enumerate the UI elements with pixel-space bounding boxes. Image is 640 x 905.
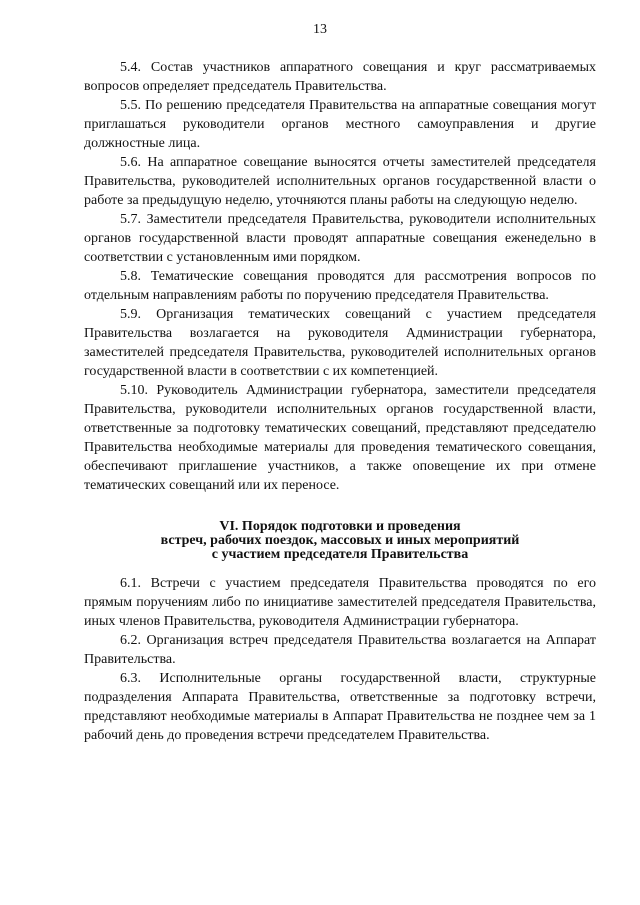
- paragraph-5-9: 5.9. Организация тематических совещаний с участием председателя Правительства возлагается на руководителя Администрации губернатора, заместителей председателя Правительства, руководителей исполнительных органов государственной власти в соответствии с их компетенцией.: [84, 307, 596, 379]
- paragraph-5-10: 5.10. Руководитель Администрации губернатора, заместители председателя Правительства, руководители исполнительных органов государственной власти, ответственные за подготовку тематических совещаний, представляют председателю Правительства необходимые материалы для проведения тематического совещания, обеспечивают приглашение участников, а также оповещение их при отмене тематических совещаний или их переносе.: [84, 383, 596, 493]
- section-heading-line-2: встреч, рабочих поездок, массовых и иных мероприятий: [160, 533, 520, 548]
- section-heading-line-1: VI. Порядок подготовки и проведения: [219, 519, 461, 534]
- paragraph-5-8: 5.8. Тематические совещания проводятся для рассмотрения вопросов по отдельным направлениям работы по поручению председателя Правительства.: [84, 269, 596, 303]
- document-body: [84, 58, 596, 745]
- paragraph-5-6: 5.6. На аппаратное совещание выносятся отчеты заместителей председателя Правительства, руководителей исполнительных органов государственной власти о работе за предыдущую неделю, уточняются планы работы на следующую неделю.: [84, 155, 596, 208]
- paragraph-5-5: 5.5. По решению председателя Правительства на аппаратные совещания могут приглашаться руководители органов местного самоуправления и другие должностные лица.: [84, 98, 596, 151]
- paragraph-5-4: 5.4. Состав участников аппаратного совещания и круг рассматриваемых вопросов определяет председатель Правительства.: [84, 60, 596, 94]
- paragraph-6-1: 6.1. Встречи с участием председателя Правительства проводятся по его прямым поручениям либо по инициативе заместителей председателя Правительства, иных членов Правительства, руководителя Администрации губернатора.: [84, 576, 596, 629]
- page-number: 13: [313, 22, 327, 37]
- section-heading: [84, 520, 596, 562]
- paragraph-6-2: 6.2. Организация встреч председателя Правительства возлагается на Аппарат Правительства.: [84, 633, 596, 667]
- section-heading-line-3: с участием председателя Правительства: [211, 547, 469, 562]
- paragraph-6-3: 6.3. Исполнительные органы государственной власти, структурные подразделения Аппарата Правительства, ответственные за подготовку встречи, представляют необходимые материалы в Аппарат Правительства не позднее чем за 1 рабочий день до проведения встречи председателем Правительства.: [84, 671, 596, 743]
- paragraph-5-7: 5.7. Заместители председателя Правительства, руководители исполнительных органов государственной власти проводят аппаратные совещания еженедельно в соответствии с установленным ими порядком.: [84, 212, 596, 265]
